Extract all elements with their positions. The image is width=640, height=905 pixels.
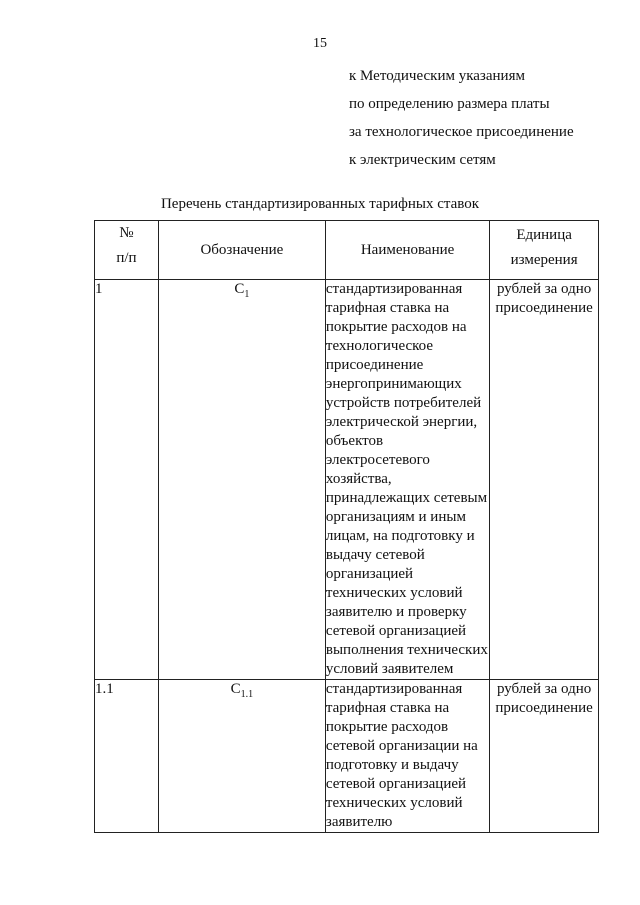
header-symbol: Обозначение: [158, 221, 325, 280]
tariff-symbol: $C_1$: [234, 281, 250, 300]
row-number: 1.1: [95, 680, 159, 833]
header-unit-line2: измерения: [510, 252, 578, 268]
document-header: [349, 62, 574, 174]
table-header-row: [95, 221, 599, 280]
row-name: стандартизированная тарифная ставка на покрытие расходов сетевой организации на подготовку и выдачу сетевой организацией технических условий заявителю: [325, 680, 489, 833]
header-unit: [490, 221, 599, 280]
header-line: за технологическое присоединение: [349, 124, 574, 140]
tariff-rates-table: [94, 220, 599, 833]
header-unit-line1: Единица: [516, 227, 572, 243]
row-symbol: [158, 680, 325, 833]
document-title: Перечень стандартизированных тарифных ставок: [160, 196, 480, 212]
tariff-symbol: $C_{1.1}$: [230, 681, 254, 700]
table-row: [95, 280, 599, 680]
header-name: Наименование: [325, 221, 489, 280]
header-line: по определению размера платы: [349, 96, 550, 112]
header-number-line1: №: [119, 225, 134, 241]
header-number: [95, 221, 159, 280]
header-number-line2: п/п: [116, 250, 137, 266]
row-unit: рублей за одно присоединение: [490, 680, 599, 833]
row-name: стандартизированная тарифная ставка на покрытие расходов на технологическое присоединение энергопринимающих устройств потребителей электрической энергии, объектов электросетевого хозяйства, принадлежащих сетевым организациям и иным лицам, на подготовку и выдачу сетевой организацией технических условий заявителю и проверку сетевой организацией выполнения технических условий заявителем: [325, 280, 489, 680]
header-line: к электрическим сетям: [349, 152, 496, 168]
row-symbol: [158, 280, 325, 680]
page-number: 15: [313, 36, 327, 51]
row-number: 1: [95, 280, 159, 680]
row-unit: рублей за одно присоединение: [490, 280, 599, 680]
table-row: [95, 680, 599, 833]
header-line: к Методическим указаниям: [349, 68, 525, 84]
